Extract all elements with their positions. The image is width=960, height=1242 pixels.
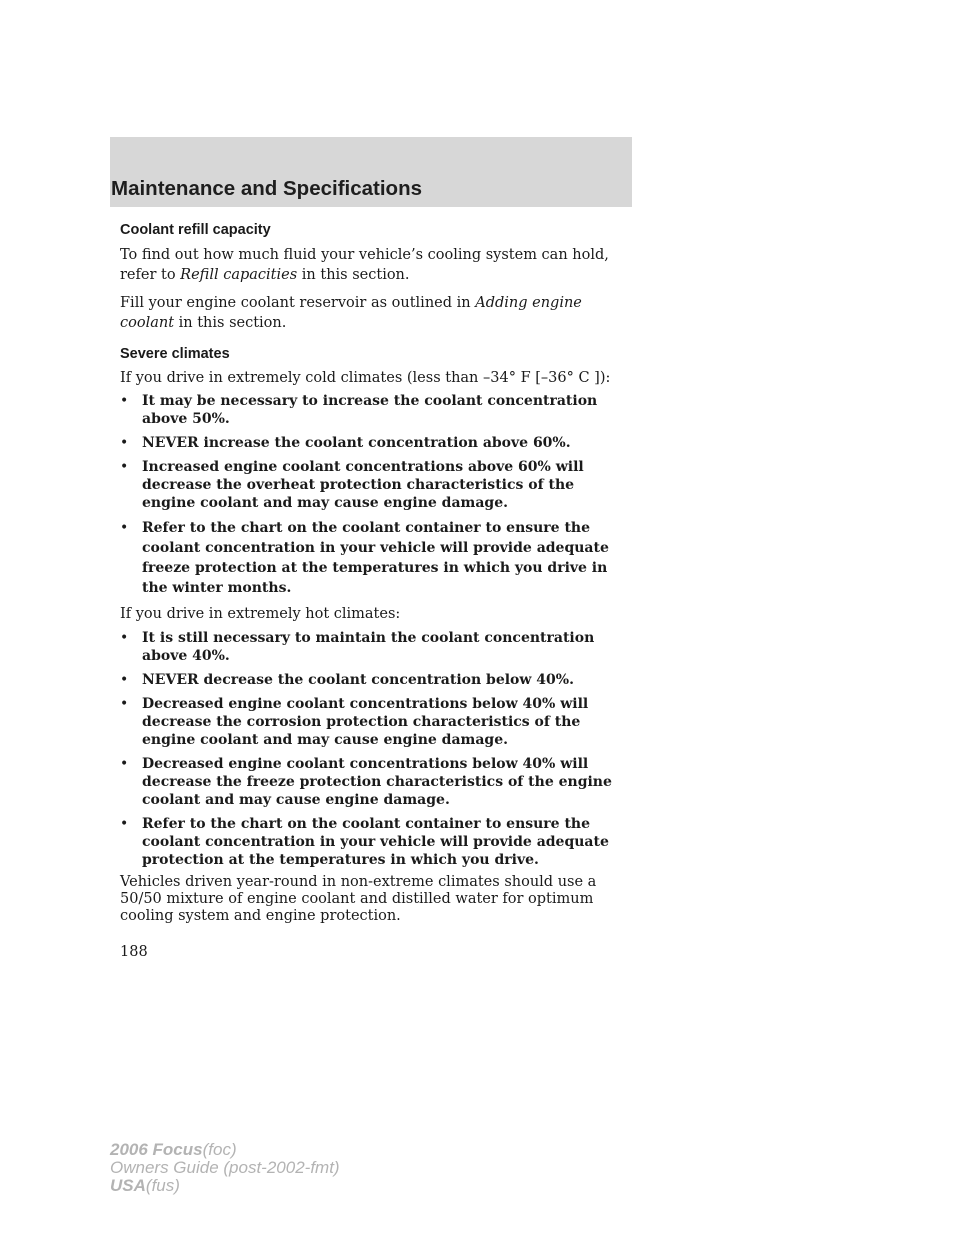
heading-coolant-refill-capacity: Coolant refill capacity — [120, 222, 271, 238]
list-item: • Refer to the chart on the coolant container to ensure the coolant concentration in your vehicle will provide adequate freeze protection at the temperatures in which you drive in the winter months. — [120, 520, 609, 596]
page-number: 188 — [120, 944, 148, 960]
list-item: • NEVER increase the coolant concentration above 60%. — [120, 435, 571, 451]
list-item: • NEVER decrease the coolant concentration below 40%. — [120, 672, 574, 688]
list-hot-climate — [120, 629, 632, 869]
footer-line-model: 2006 Focus(foc) — [110, 1140, 237, 1159]
footer-line-guide: Owners Guide (post-2002-fmt) — [110, 1158, 340, 1177]
reference-refill-capacities: Refill capacities — [180, 267, 298, 283]
list-item: • Decreased engine coolant concentrations below 40% will decrease the corrosion protection characteristics of the engine coolant and may cause engine damage. — [120, 696, 589, 748]
paragraph-hot-intro: If you drive in extremely hot climates: — [120, 606, 401, 622]
paragraph-cold-intro: If you drive in extremely cold climates (less than –34° F [–36° C ]): — [120, 370, 611, 386]
reference-adding-engine-coolant: Adding engine coolant — [120, 295, 582, 331]
footer-line-region: USA(fus) — [110, 1176, 180, 1195]
list-item: • Refer to the chart on the coolant container to ensure the coolant concentration in your vehicle will provide adequate protection at the temperatures in which you drive. — [120, 816, 609, 868]
list-item: • It may be necessary to increase the coolant concentration above 50%. — [120, 393, 598, 427]
section-title: Maintenance and Specifications — [111, 177, 422, 200]
paragraph-closing: Vehicles driven year-round in non-extreme climates should use a 50/50 mixture of engine coolant and distilled water for optimum cooling system and engine protection. — [120, 874, 597, 924]
paragraph-refill-capacity: To find out how much fluid your vehicle’s cooling system can hold, refer to Refill capacities in this section. — [120, 247, 609, 283]
list-item: • It is still necessary to maintain the coolant concentration above 40%. — [120, 630, 595, 664]
footer-document-info — [110, 1141, 340, 1195]
list-item: • Increased engine coolant concentrations above 60% will decrease the overheat protection characteristics of the engine coolant and may cause engine damage. — [120, 459, 584, 511]
list-item: • Decreased engine coolant concentrations below 40% will decrease the freeze protection characteristics of the engine coolant and may cause engine damage. — [120, 756, 612, 808]
heading-severe-climates: Severe climates — [120, 346, 230, 362]
page-content — [120, 222, 640, 925]
paragraph-fill-reservoir: Fill your engine coolant reservoir as outlined in Adding engine coolant in this section. — [120, 295, 582, 331]
list-cold-climate — [120, 392, 632, 598]
